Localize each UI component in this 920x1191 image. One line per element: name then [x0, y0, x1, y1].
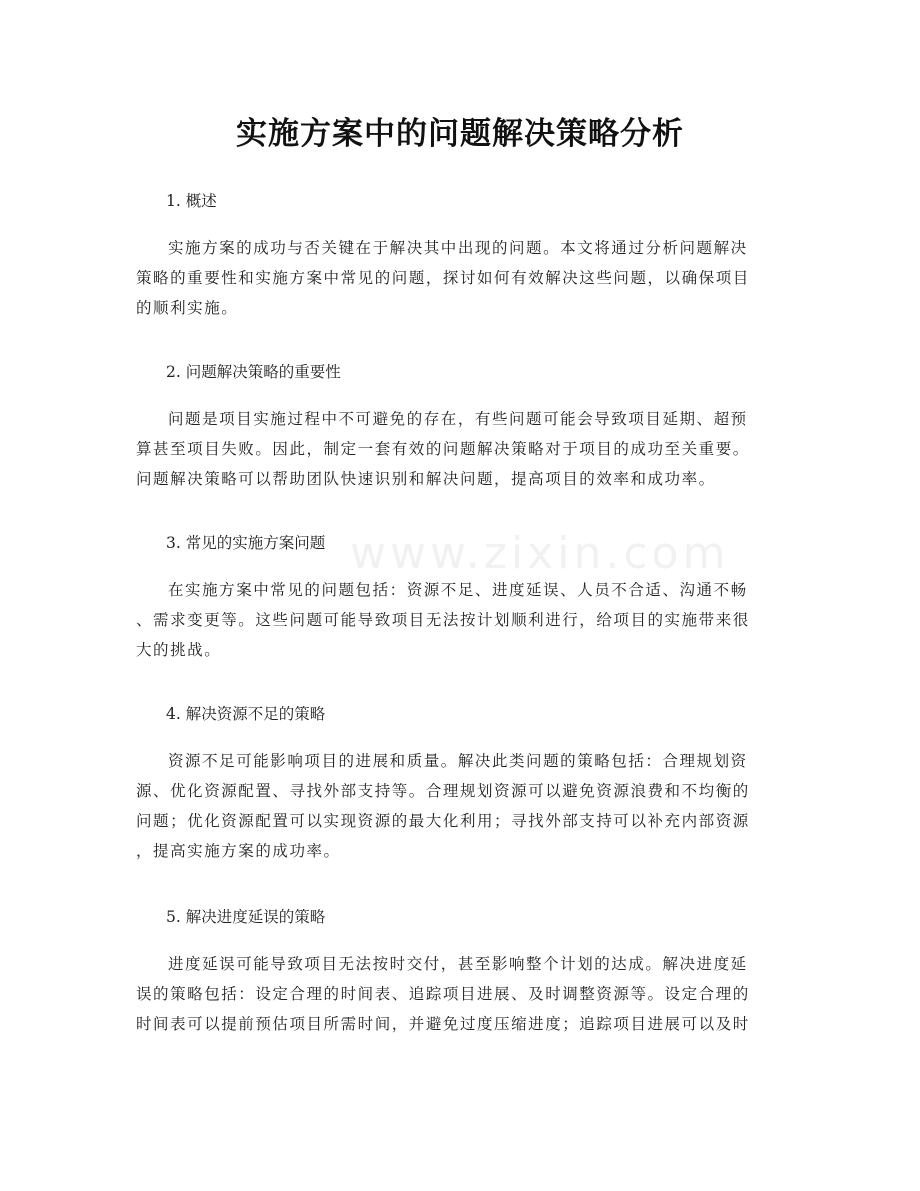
section-paragraph	[136, 746, 784, 866]
paragraph-line: 的顺利实施。	[136, 299, 239, 317]
paragraph-line: 误的策略包括：设定合理的时间表、追踪项目进展、及时调整资源等。设定合理的	[136, 985, 750, 1003]
section-paragraph	[136, 404, 784, 494]
paragraph-line: 时间表可以提前预估项目所需时间，并避免过度压缩进度；追踪项目进展可以及时	[136, 1015, 750, 1033]
section-heading: 3. 常见的实施方案问题	[166, 534, 326, 552]
paragraph-line: 进度延误可能导致项目无法按时交付，甚至影响整个计划的达成。解决进度延	[168, 955, 748, 973]
paragraph-line: 资源不足可能影响项目的进展和质量。解决此类问题的策略包括：合理规划资	[168, 752, 748, 770]
paragraph-line: 策略的重要性和实施方案中常见的问题，探讨如何有效解决这些问题，以确保项目	[136, 269, 750, 287]
section-paragraph	[136, 233, 784, 323]
paragraph-line: 在实施方案中常见的问题包括：资源不足、进度延误、人员不合适、沟通不畅	[168, 581, 748, 599]
section-heading: 5. 解决进度延误的策略	[166, 908, 326, 926]
paragraph-line: ，提高实施方案的成功率。	[136, 842, 341, 860]
section-paragraph	[136, 575, 784, 665]
paragraph-line: 大的挑战。	[136, 641, 222, 659]
watermark: www.zixin.com	[350, 528, 730, 579]
paragraph-line: 问题解决策略可以帮助团队快速识别和解决问题，提高项目的效率和成功率。	[136, 470, 716, 488]
paragraph-line: 问题；优化资源配置可以实现资源的最大化利用；寻找外部支持可以补充内部资源	[136, 812, 750, 830]
section-paragraph	[136, 949, 784, 1039]
paragraph-line: 、需求变更等。这些问题可能导致项目无法按计划顺利进行，给项目的实施带来很	[136, 611, 750, 629]
paragraph-line: 问题是项目实施过程中不可避免的存在，有些问题可能会导致项目延期、超预	[168, 410, 748, 428]
page-title: 实施方案中的问题解决策略分析	[236, 116, 684, 152]
paragraph-line: 源、优化资源配置、寻找外部支持等。合理规划资源可以避免资源浪费和不均衡的	[136, 782, 750, 800]
section-heading: 1. 概述	[166, 192, 217, 210]
paragraph-line: 算甚至项目失败。因此，制定一套有效的问题解决策略对于项目的成功至关重要。	[136, 440, 750, 458]
paragraph-line: 实施方案的成功与否关键在于解决其中出现的问题。本文将通过分析问题解决	[168, 239, 748, 257]
section-heading: 4. 解决资源不足的策略	[166, 705, 326, 723]
section-heading: 2. 问题解决策略的重要性	[166, 363, 341, 381]
